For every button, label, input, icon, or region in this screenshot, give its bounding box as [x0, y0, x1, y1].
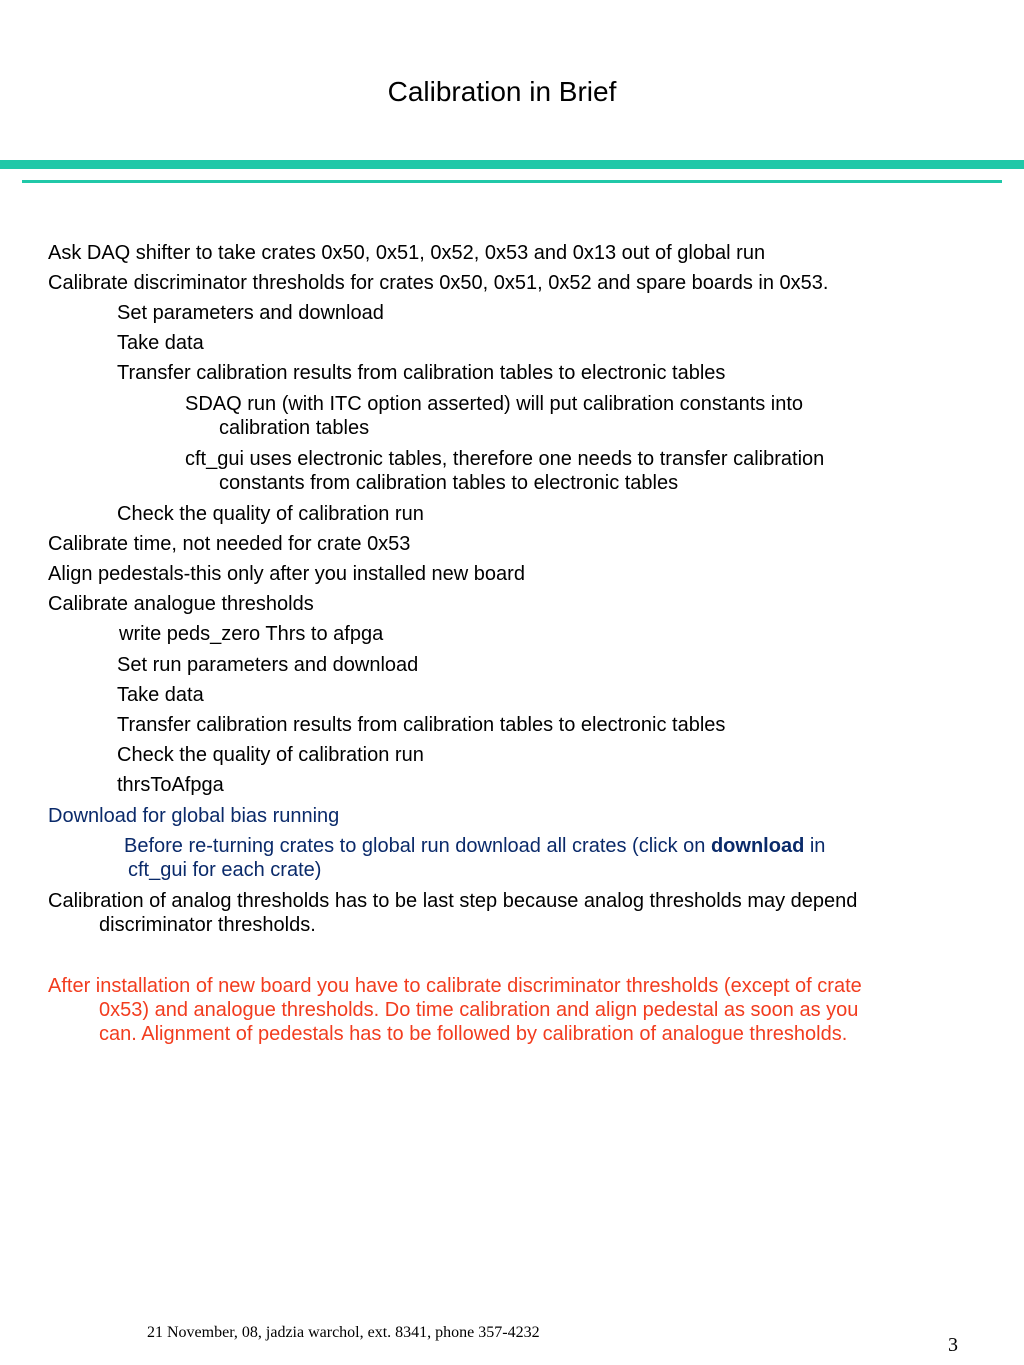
- warning-line-3: can. Alignment of pedestals has to be followed by calibration of analogue thresholds.: [99, 1023, 848, 1045]
- sub-transfer-results: Transfer calibration results from calibration tables to electronic tables: [117, 362, 726, 384]
- slide-title: Calibration in Brief: [387, 76, 617, 107]
- download-emphasis: download: [710, 835, 805, 857]
- bullet-calibrate-analogue: Calibrate analogue thresholds: [48, 593, 314, 615]
- sub-check-quality: Check the quality of calibration run: [117, 503, 424, 525]
- sub-thrs-to-afpga: thrsToAfpga: [117, 774, 224, 796]
- before-returning-suffix: in: [804, 835, 826, 857]
- subsub-sdaq-run-cont: calibration tables: [219, 417, 370, 439]
- sub-write-peds-zero: write peds_zero Thrs to afpga: [119, 623, 384, 645]
- sub-before-returning: [124, 834, 825, 858]
- bullet-align-pedestals: Align pedestals-this only after you installed new board: [48, 563, 525, 585]
- bullet-calibrate-discriminator: Calibrate discriminator thresholds for crates 0x50, 0x51, 0x52 and spare boards in 0x53.: [48, 272, 829, 294]
- bullet-analog-last-step-cont: discriminator thresholds.: [99, 914, 316, 936]
- footer-credits: 21 November, 08, jadzia warchol, ext. 8341, phone 357-4232: [147, 1324, 540, 1341]
- bullet-download-global: Download for global bias running: [48, 805, 340, 827]
- sub-transfer-results-2: Transfer calibration results from calibration tables to electronic tables: [117, 714, 726, 736]
- page-number: 3: [948, 1334, 958, 1356]
- divider-thin: [22, 180, 1002, 183]
- bullet-calibrate-time: Calibrate time, not needed for crate 0x53: [48, 533, 411, 555]
- warning-line-1: After installation of new board you have to calibrate discriminator thresholds (except of crate: [48, 975, 862, 997]
- sub-check-quality-2: Check the quality of calibration run: [117, 744, 424, 766]
- sub-set-parameters: Set parameters and download: [117, 302, 384, 324]
- divider-thick: [0, 160, 1024, 169]
- sub-take-data: Take data: [117, 332, 204, 354]
- subsub-sdaq-run: SDAQ run (with ITC option asserted) will put calibration constants into: [185, 393, 804, 415]
- subsub-cft-gui-cont: constants from calibration tables to electronic tables: [219, 472, 679, 494]
- sub-set-run-parameters: Set run parameters and download: [117, 654, 419, 676]
- bullet-take-crates-out: Ask DAQ shifter to take crates 0x50, 0x51, 0x52, 0x53 and 0x13 out of global run: [48, 242, 766, 264]
- sub-take-data-2: Take data: [117, 684, 204, 706]
- warning-line-2: 0x53) and analogue thresholds. Do time calibration and align pedestal as soon as you: [99, 999, 859, 1021]
- bullet-analog-last-step: Calibration of analog thresholds has to be last step because analog thresholds may depend: [48, 890, 858, 912]
- before-returning-prefix: Before re-turning crates to global run download all crates (click on: [124, 835, 711, 857]
- subsub-cft-gui: cft_gui uses electronic tables, therefore one needs to transfer calibration: [185, 448, 825, 470]
- sub-before-returning-cont: cft_gui for each crate): [128, 859, 322, 881]
